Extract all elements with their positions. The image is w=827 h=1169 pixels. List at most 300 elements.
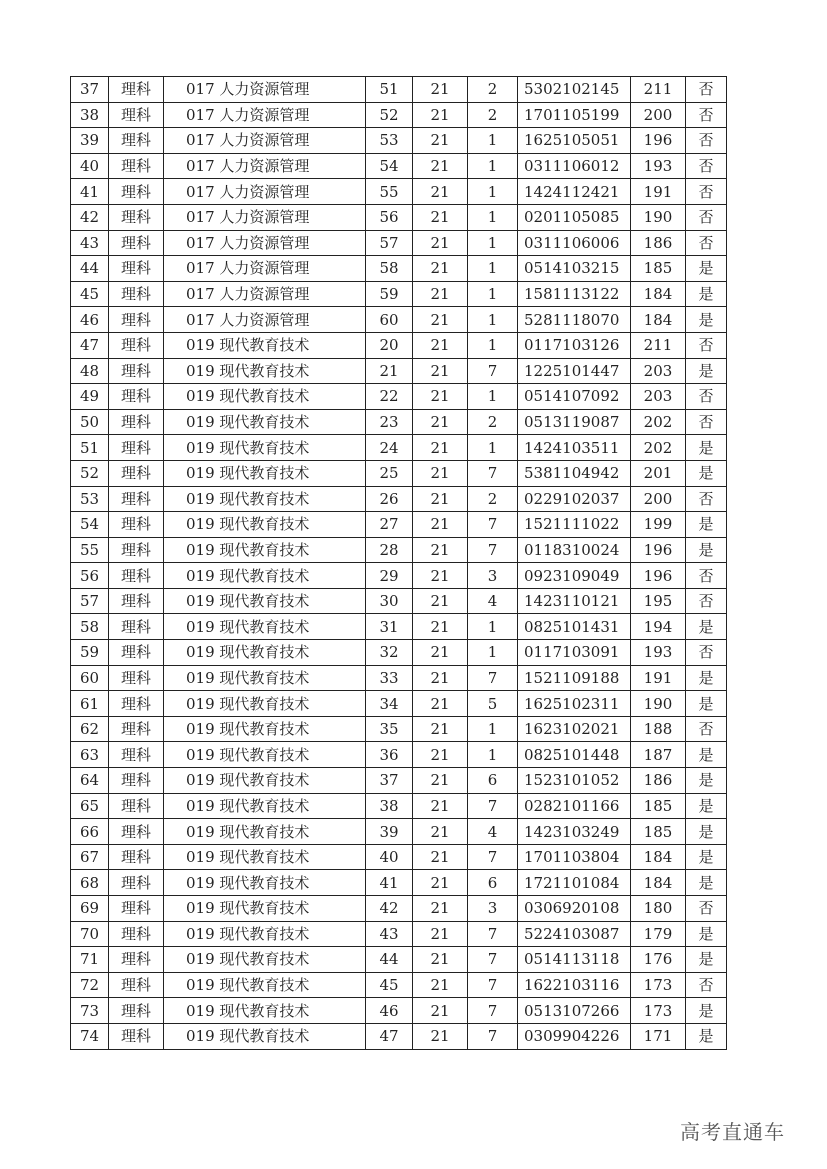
table-body — [71, 77, 727, 1050]
table-row — [71, 844, 727, 870]
score-cell: 179 — [631, 921, 686, 947]
score-cell: 184 — [631, 870, 686, 896]
table-row — [71, 128, 727, 154]
candidate-id-cell: 0117103126 — [518, 332, 631, 358]
score-cell: 190 — [631, 204, 686, 230]
score-cell: 191 — [631, 665, 686, 691]
subject-category-cell: 理科 — [109, 179, 164, 205]
major-cell: 019 现代教育技术 — [164, 384, 366, 410]
major-cell: 017 人力资源管理 — [164, 128, 366, 154]
code-cell: 3 — [468, 896, 518, 922]
code-cell: 7 — [468, 972, 518, 998]
row-number-cell: 52 — [71, 460, 109, 486]
rank-cell: 41 — [366, 870, 413, 896]
table-row — [71, 102, 727, 128]
flag-cell: 否 — [686, 204, 727, 230]
flag-cell: 否 — [686, 179, 727, 205]
column-21-cell: 21 — [413, 179, 468, 205]
table-row — [71, 563, 727, 589]
rank-cell: 21 — [366, 358, 413, 384]
major-cell: 019 现代教育技术 — [164, 460, 366, 486]
subject-category-cell: 理科 — [109, 512, 164, 538]
major-cell: 019 现代教育技术 — [164, 1023, 366, 1049]
code-cell: 1 — [468, 153, 518, 179]
code-cell: 3 — [468, 563, 518, 589]
major-cell: 019 现代教育技术 — [164, 844, 366, 870]
candidate-id-cell: 0282101166 — [518, 793, 631, 819]
row-number-cell: 58 — [71, 614, 109, 640]
rank-cell: 30 — [366, 588, 413, 614]
table-row — [71, 614, 727, 640]
code-cell: 7 — [468, 460, 518, 486]
table-row — [71, 640, 727, 666]
score-cell: 187 — [631, 742, 686, 768]
subject-category-cell: 理科 — [109, 870, 164, 896]
score-cell: 171 — [631, 1023, 686, 1049]
rank-cell: 55 — [366, 179, 413, 205]
flag-cell: 是 — [686, 870, 727, 896]
row-number-cell: 54 — [71, 512, 109, 538]
column-21-cell: 21 — [413, 460, 468, 486]
major-cell: 019 现代教育技术 — [164, 998, 366, 1024]
code-cell: 2 — [468, 102, 518, 128]
subject-category-cell: 理科 — [109, 793, 164, 819]
subject-category-cell: 理科 — [109, 1023, 164, 1049]
code-cell: 1 — [468, 230, 518, 256]
subject-category-cell: 理科 — [109, 307, 164, 333]
column-21-cell: 21 — [413, 563, 468, 589]
rank-cell: 31 — [366, 614, 413, 640]
table-row — [71, 947, 727, 973]
score-cell: 173 — [631, 998, 686, 1024]
flag-cell: 是 — [686, 358, 727, 384]
column-21-cell: 21 — [413, 844, 468, 870]
column-21-cell: 21 — [413, 435, 468, 461]
score-cell: 202 — [631, 409, 686, 435]
row-number-cell: 41 — [71, 179, 109, 205]
subject-category-cell: 理科 — [109, 460, 164, 486]
row-number-cell: 67 — [71, 844, 109, 870]
subject-category-cell: 理科 — [109, 742, 164, 768]
score-cell: 193 — [631, 153, 686, 179]
subject-category-cell: 理科 — [109, 384, 164, 410]
rank-cell: 51 — [366, 77, 413, 103]
major-cell: 019 现代教育技术 — [164, 870, 366, 896]
candidate-id-cell: 1521109188 — [518, 665, 631, 691]
subject-category-cell: 理科 — [109, 435, 164, 461]
column-21-cell: 21 — [413, 793, 468, 819]
code-cell: 7 — [468, 921, 518, 947]
subject-category-cell: 理科 — [109, 537, 164, 563]
candidate-id-cell: 0311106012 — [518, 153, 631, 179]
table-row — [71, 819, 727, 845]
code-cell: 6 — [468, 870, 518, 896]
table-row — [71, 358, 727, 384]
flag-cell: 是 — [686, 768, 727, 794]
column-21-cell: 21 — [413, 512, 468, 538]
table-row — [71, 409, 727, 435]
major-cell: 019 现代教育技术 — [164, 332, 366, 358]
row-number-cell: 71 — [71, 947, 109, 973]
table-row — [71, 588, 727, 614]
table-row — [71, 998, 727, 1024]
rank-cell: 39 — [366, 819, 413, 845]
row-number-cell: 57 — [71, 588, 109, 614]
score-cell: 186 — [631, 768, 686, 794]
major-cell: 017 人力资源管理 — [164, 204, 366, 230]
table-row — [71, 972, 727, 998]
subject-category-cell: 理科 — [109, 409, 164, 435]
row-number-cell: 51 — [71, 435, 109, 461]
row-number-cell: 46 — [71, 307, 109, 333]
table-row — [71, 896, 727, 922]
flag-cell: 是 — [686, 691, 727, 717]
major-cell: 019 现代教育技术 — [164, 409, 366, 435]
row-number-cell: 43 — [71, 230, 109, 256]
score-cell: 200 — [631, 486, 686, 512]
code-cell: 2 — [468, 486, 518, 512]
score-cell: 184 — [631, 281, 686, 307]
table-row — [71, 281, 727, 307]
code-cell: 1 — [468, 281, 518, 307]
table-row — [71, 153, 727, 179]
subject-category-cell: 理科 — [109, 486, 164, 512]
table-row — [71, 77, 727, 103]
major-cell: 017 人力资源管理 — [164, 153, 366, 179]
candidate-id-cell: 0513107266 — [518, 998, 631, 1024]
subject-category-cell: 理科 — [109, 691, 164, 717]
code-cell: 7 — [468, 512, 518, 538]
flag-cell: 否 — [686, 102, 727, 128]
column-21-cell: 21 — [413, 409, 468, 435]
candidate-id-cell: 5281118070 — [518, 307, 631, 333]
code-cell: 7 — [468, 537, 518, 563]
code-cell: 1 — [468, 716, 518, 742]
candidate-id-cell: 0117103091 — [518, 640, 631, 666]
score-cell: 202 — [631, 435, 686, 461]
row-number-cell: 70 — [71, 921, 109, 947]
score-cell: 188 — [631, 716, 686, 742]
table-row — [71, 435, 727, 461]
flag-cell: 是 — [686, 435, 727, 461]
candidate-id-cell: 0306920108 — [518, 896, 631, 922]
code-cell: 5 — [468, 691, 518, 717]
score-cell: 185 — [631, 793, 686, 819]
subject-category-cell: 理科 — [109, 230, 164, 256]
watermark-text: 高考直通车 — [680, 1120, 785, 1144]
score-cell: 201 — [631, 460, 686, 486]
rank-cell: 53 — [366, 128, 413, 154]
rank-cell: 23 — [366, 409, 413, 435]
subject-category-cell: 理科 — [109, 77, 164, 103]
candidate-id-cell: 0118310024 — [518, 537, 631, 563]
row-number-cell: 45 — [71, 281, 109, 307]
code-cell: 7 — [468, 358, 518, 384]
table-row — [71, 742, 727, 768]
column-21-cell: 21 — [413, 870, 468, 896]
table-row — [71, 230, 727, 256]
subject-category-cell: 理科 — [109, 896, 164, 922]
rank-cell: 37 — [366, 768, 413, 794]
subject-category-cell: 理科 — [109, 563, 164, 589]
row-number-cell: 68 — [71, 870, 109, 896]
column-21-cell: 21 — [413, 204, 468, 230]
subject-category-cell: 理科 — [109, 665, 164, 691]
flag-cell: 是 — [686, 460, 727, 486]
subject-category-cell: 理科 — [109, 588, 164, 614]
rank-cell: 26 — [366, 486, 413, 512]
flag-cell: 否 — [686, 128, 727, 154]
column-21-cell: 21 — [413, 486, 468, 512]
candidate-id-cell: 1623102021 — [518, 716, 631, 742]
score-cell: 185 — [631, 256, 686, 282]
column-21-cell: 21 — [413, 128, 468, 154]
column-21-cell: 21 — [413, 1023, 468, 1049]
flag-cell: 是 — [686, 819, 727, 845]
score-cell: 184 — [631, 844, 686, 870]
column-21-cell: 21 — [413, 947, 468, 973]
score-cell: 180 — [631, 896, 686, 922]
major-cell: 019 现代教育技术 — [164, 896, 366, 922]
rank-cell: 60 — [366, 307, 413, 333]
flag-cell: 是 — [686, 307, 727, 333]
score-cell: 190 — [631, 691, 686, 717]
candidate-id-cell: 1622103116 — [518, 972, 631, 998]
table-row — [71, 460, 727, 486]
column-21-cell: 21 — [413, 384, 468, 410]
code-cell: 1 — [468, 332, 518, 358]
score-cell: 193 — [631, 640, 686, 666]
code-cell: 1 — [468, 435, 518, 461]
code-cell: 1 — [468, 384, 518, 410]
subject-category-cell: 理科 — [109, 281, 164, 307]
score-cell: 186 — [631, 230, 686, 256]
row-number-cell: 47 — [71, 332, 109, 358]
rank-cell: 25 — [366, 460, 413, 486]
row-number-cell: 55 — [71, 537, 109, 563]
major-cell: 019 现代教育技术 — [164, 537, 366, 563]
table-row — [71, 1023, 727, 1049]
rank-cell: 59 — [366, 281, 413, 307]
table-row — [71, 716, 727, 742]
rank-cell: 32 — [366, 640, 413, 666]
row-number-cell: 49 — [71, 384, 109, 410]
candidate-id-cell: 0825101448 — [518, 742, 631, 768]
rank-cell: 46 — [366, 998, 413, 1024]
code-cell: 7 — [468, 793, 518, 819]
subject-category-cell: 理科 — [109, 128, 164, 154]
row-number-cell: 50 — [71, 409, 109, 435]
subject-category-cell: 理科 — [109, 256, 164, 282]
column-21-cell: 21 — [413, 716, 468, 742]
flag-cell: 否 — [686, 640, 727, 666]
column-21-cell: 21 — [413, 819, 468, 845]
major-cell: 019 现代教育技术 — [164, 819, 366, 845]
subject-category-cell: 理科 — [109, 972, 164, 998]
score-cell: 176 — [631, 947, 686, 973]
major-cell: 017 人力资源管理 — [164, 102, 366, 128]
major-cell: 017 人力资源管理 — [164, 307, 366, 333]
flag-cell: 否 — [686, 972, 727, 998]
candidate-id-cell: 0201105085 — [518, 204, 631, 230]
subject-category-cell: 理科 — [109, 819, 164, 845]
major-cell: 019 现代教育技术 — [164, 768, 366, 794]
flag-cell: 是 — [686, 793, 727, 819]
flag-cell: 是 — [686, 947, 727, 973]
column-21-cell: 21 — [413, 256, 468, 282]
table-row — [71, 256, 727, 282]
candidate-id-cell: 1225101447 — [518, 358, 631, 384]
score-cell: 194 — [631, 614, 686, 640]
rank-cell: 42 — [366, 896, 413, 922]
row-number-cell: 37 — [71, 77, 109, 103]
rank-cell: 33 — [366, 665, 413, 691]
column-21-cell: 21 — [413, 972, 468, 998]
candidate-id-cell: 1701103804 — [518, 844, 631, 870]
rank-cell: 24 — [366, 435, 413, 461]
candidate-id-cell: 1701105199 — [518, 102, 631, 128]
candidate-id-cell: 1625102311 — [518, 691, 631, 717]
score-cell: 195 — [631, 588, 686, 614]
column-21-cell: 21 — [413, 588, 468, 614]
code-cell: 4 — [468, 819, 518, 845]
table-row — [71, 921, 727, 947]
subject-category-cell: 理科 — [109, 716, 164, 742]
row-number-cell: 74 — [71, 1023, 109, 1049]
flag-cell: 否 — [686, 896, 727, 922]
code-cell: 1 — [468, 204, 518, 230]
column-21-cell: 21 — [413, 307, 468, 333]
table-row — [71, 870, 727, 896]
subject-category-cell: 理科 — [109, 921, 164, 947]
flag-cell: 是 — [686, 665, 727, 691]
score-cell: 173 — [631, 972, 686, 998]
table-row — [71, 512, 727, 538]
subject-category-cell: 理科 — [109, 640, 164, 666]
major-cell: 019 现代教育技术 — [164, 742, 366, 768]
table-row — [71, 537, 727, 563]
flag-cell: 是 — [686, 742, 727, 768]
code-cell: 1 — [468, 742, 518, 768]
row-number-cell: 62 — [71, 716, 109, 742]
subject-category-cell: 理科 — [109, 768, 164, 794]
rank-cell: 27 — [366, 512, 413, 538]
table-row — [71, 332, 727, 358]
row-number-cell: 38 — [71, 102, 109, 128]
row-number-cell: 72 — [71, 972, 109, 998]
score-cell: 199 — [631, 512, 686, 538]
row-number-cell: 66 — [71, 819, 109, 845]
flag-cell: 是 — [686, 998, 727, 1024]
flag-cell: 是 — [686, 1023, 727, 1049]
candidate-id-cell: 5302102145 — [518, 77, 631, 103]
column-21-cell: 21 — [413, 998, 468, 1024]
major-cell: 019 现代教育技术 — [164, 614, 366, 640]
candidate-id-cell: 0311106006 — [518, 230, 631, 256]
flag-cell: 是 — [686, 844, 727, 870]
row-number-cell: 59 — [71, 640, 109, 666]
code-cell: 7 — [468, 844, 518, 870]
flag-cell: 否 — [686, 409, 727, 435]
column-21-cell: 21 — [413, 153, 468, 179]
column-21-cell: 21 — [413, 281, 468, 307]
code-cell: 6 — [468, 768, 518, 794]
score-cell: 185 — [631, 819, 686, 845]
major-cell: 017 人力资源管理 — [164, 256, 366, 282]
flag-cell: 否 — [686, 153, 727, 179]
score-cell: 196 — [631, 128, 686, 154]
candidate-id-cell: 1523101052 — [518, 768, 631, 794]
candidate-id-cell: 1423110121 — [518, 588, 631, 614]
column-21-cell: 21 — [413, 665, 468, 691]
candidate-id-cell: 0514107092 — [518, 384, 631, 410]
major-cell: 019 现代教育技术 — [164, 563, 366, 589]
column-21-cell: 21 — [413, 691, 468, 717]
row-number-cell: 73 — [71, 998, 109, 1024]
code-cell: 1 — [468, 128, 518, 154]
row-number-cell: 53 — [71, 486, 109, 512]
major-cell: 017 人力资源管理 — [164, 230, 366, 256]
candidate-id-cell: 0309904226 — [518, 1023, 631, 1049]
rank-cell: 44 — [366, 947, 413, 973]
column-21-cell: 21 — [413, 921, 468, 947]
rank-cell: 28 — [366, 537, 413, 563]
flag-cell: 是 — [686, 281, 727, 307]
candidate-id-cell: 1721101084 — [518, 870, 631, 896]
rank-cell: 40 — [366, 844, 413, 870]
column-21-cell: 21 — [413, 230, 468, 256]
flag-cell: 是 — [686, 921, 727, 947]
rank-cell: 43 — [366, 921, 413, 947]
rank-cell: 22 — [366, 384, 413, 410]
row-number-cell: 64 — [71, 768, 109, 794]
major-cell: 019 现代教育技术 — [164, 716, 366, 742]
candidate-id-cell: 0923109049 — [518, 563, 631, 589]
flag-cell: 是 — [686, 512, 727, 538]
flag-cell: 否 — [686, 230, 727, 256]
candidate-id-cell: 5381104942 — [518, 460, 631, 486]
flag-cell: 否 — [686, 716, 727, 742]
subject-category-cell: 理科 — [109, 153, 164, 179]
subject-category-cell: 理科 — [109, 614, 164, 640]
column-21-cell: 21 — [413, 77, 468, 103]
row-number-cell: 44 — [71, 256, 109, 282]
score-cell: 191 — [631, 179, 686, 205]
table-row — [71, 486, 727, 512]
candidate-id-cell: 1424103511 — [518, 435, 631, 461]
flag-cell: 否 — [686, 588, 727, 614]
column-21-cell: 21 — [413, 768, 468, 794]
subject-category-cell: 理科 — [109, 947, 164, 973]
rank-cell: 54 — [366, 153, 413, 179]
column-21-cell: 21 — [413, 332, 468, 358]
subject-category-cell: 理科 — [109, 102, 164, 128]
code-cell: 1 — [468, 179, 518, 205]
candidate-id-cell: 1521111022 — [518, 512, 631, 538]
column-21-cell: 21 — [413, 896, 468, 922]
code-cell: 2 — [468, 77, 518, 103]
candidate-id-cell: 0513119087 — [518, 409, 631, 435]
candidate-id-cell: 1423103249 — [518, 819, 631, 845]
major-cell: 017 人力资源管理 — [164, 281, 366, 307]
flag-cell: 否 — [686, 332, 727, 358]
score-cell: 196 — [631, 563, 686, 589]
major-cell: 017 人力资源管理 — [164, 77, 366, 103]
flag-cell: 否 — [686, 486, 727, 512]
candidate-id-cell: 1581113122 — [518, 281, 631, 307]
table-row — [71, 793, 727, 819]
code-cell: 4 — [468, 588, 518, 614]
